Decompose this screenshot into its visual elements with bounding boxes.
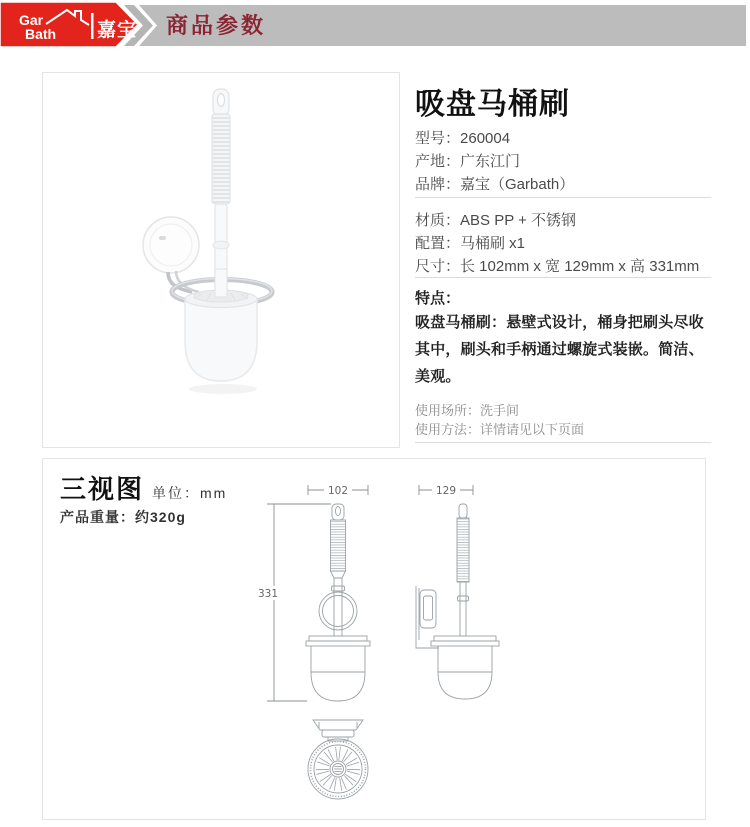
front-view — [306, 504, 370, 701]
banner-title: 商品参数 — [166, 13, 267, 38]
spec-row-configuration — [415, 232, 717, 255]
divider — [415, 277, 711, 278]
three-views-title: 三视图 — [60, 474, 145, 504]
header-banner — [0, 0, 750, 50]
logo-text-gar: Gar — [19, 12, 44, 28]
side-view — [416, 504, 499, 699]
spec-value: ABS PP + 不锈钢 — [460, 212, 577, 229]
usage-method — [415, 420, 717, 439]
spec-row-model — [415, 127, 717, 150]
spec-label: 尺寸： — [415, 258, 461, 275]
top-view — [308, 720, 368, 799]
spec-label: 材质： — [415, 212, 461, 229]
dim-depth-value: 129 — [435, 485, 457, 497]
product-title: 吸盘马桶刷 — [415, 88, 570, 121]
header-graphic — [0, 0, 750, 50]
spec-row-material — [415, 209, 717, 232]
unit-label: 单位：mm — [152, 485, 228, 501]
usage-place-value: 洗手间 — [480, 403, 520, 418]
product-photo-box — [42, 72, 400, 448]
usage-method-label: 使用方法： — [415, 422, 481, 437]
spec-value: 260004 — [460, 130, 511, 147]
dim-width-value: 102 — [327, 485, 349, 497]
cup-shadow — [189, 384, 257, 394]
divider — [415, 197, 711, 198]
spec-label: 型号： — [415, 130, 461, 147]
dim-height-value: 331 — [257, 588, 279, 600]
logo-text-cn: 嘉宝 — [97, 20, 138, 41]
usage-method-value: 详情请见以下页面 — [480, 422, 585, 437]
spec-value: 嘉宝（Garbath） — [460, 176, 575, 193]
technical-drawing — [243, 474, 523, 814]
features-label: 特点： — [415, 290, 461, 307]
detail-specs — [415, 209, 717, 278]
spec-row-brand — [415, 173, 717, 196]
usage-place — [415, 401, 717, 420]
usage-info — [415, 401, 717, 439]
suction-disc — [143, 217, 199, 273]
features-text: 吸盘马桶刷：悬壁式设计，桶身把刷头尽收其中，刷头和手柄通过螺旋式装嵌。简洁、美观。 — [415, 314, 704, 385]
spec-value: 长 102mm x 宽 129mm x 高 331mm — [460, 258, 700, 275]
brush-cup — [185, 269, 257, 381]
weight-label: 产品重量：约320g — [60, 509, 186, 525]
divider — [415, 442, 711, 443]
three-views-box — [42, 458, 706, 820]
spec-row-origin — [415, 150, 717, 173]
logo-divider-bar — [91, 13, 94, 39]
spec-value: 马桶刷 x1 — [460, 235, 526, 252]
basic-specs — [415, 127, 717, 196]
spec-label: 品牌： — [415, 176, 461, 193]
usage-place-label: 使用场所： — [415, 403, 481, 418]
spec-value: 广东江门 — [460, 153, 521, 170]
three-views-header — [60, 469, 227, 506]
spec-row-size — [415, 255, 717, 278]
brush-handle — [212, 89, 230, 294]
spec-label: 产地： — [415, 153, 461, 170]
product-photo — [43, 73, 399, 447]
spec-label: 配置： — [415, 235, 461, 252]
product-details — [415, 83, 717, 463]
logo-text-bath: Bath — [25, 26, 57, 42]
